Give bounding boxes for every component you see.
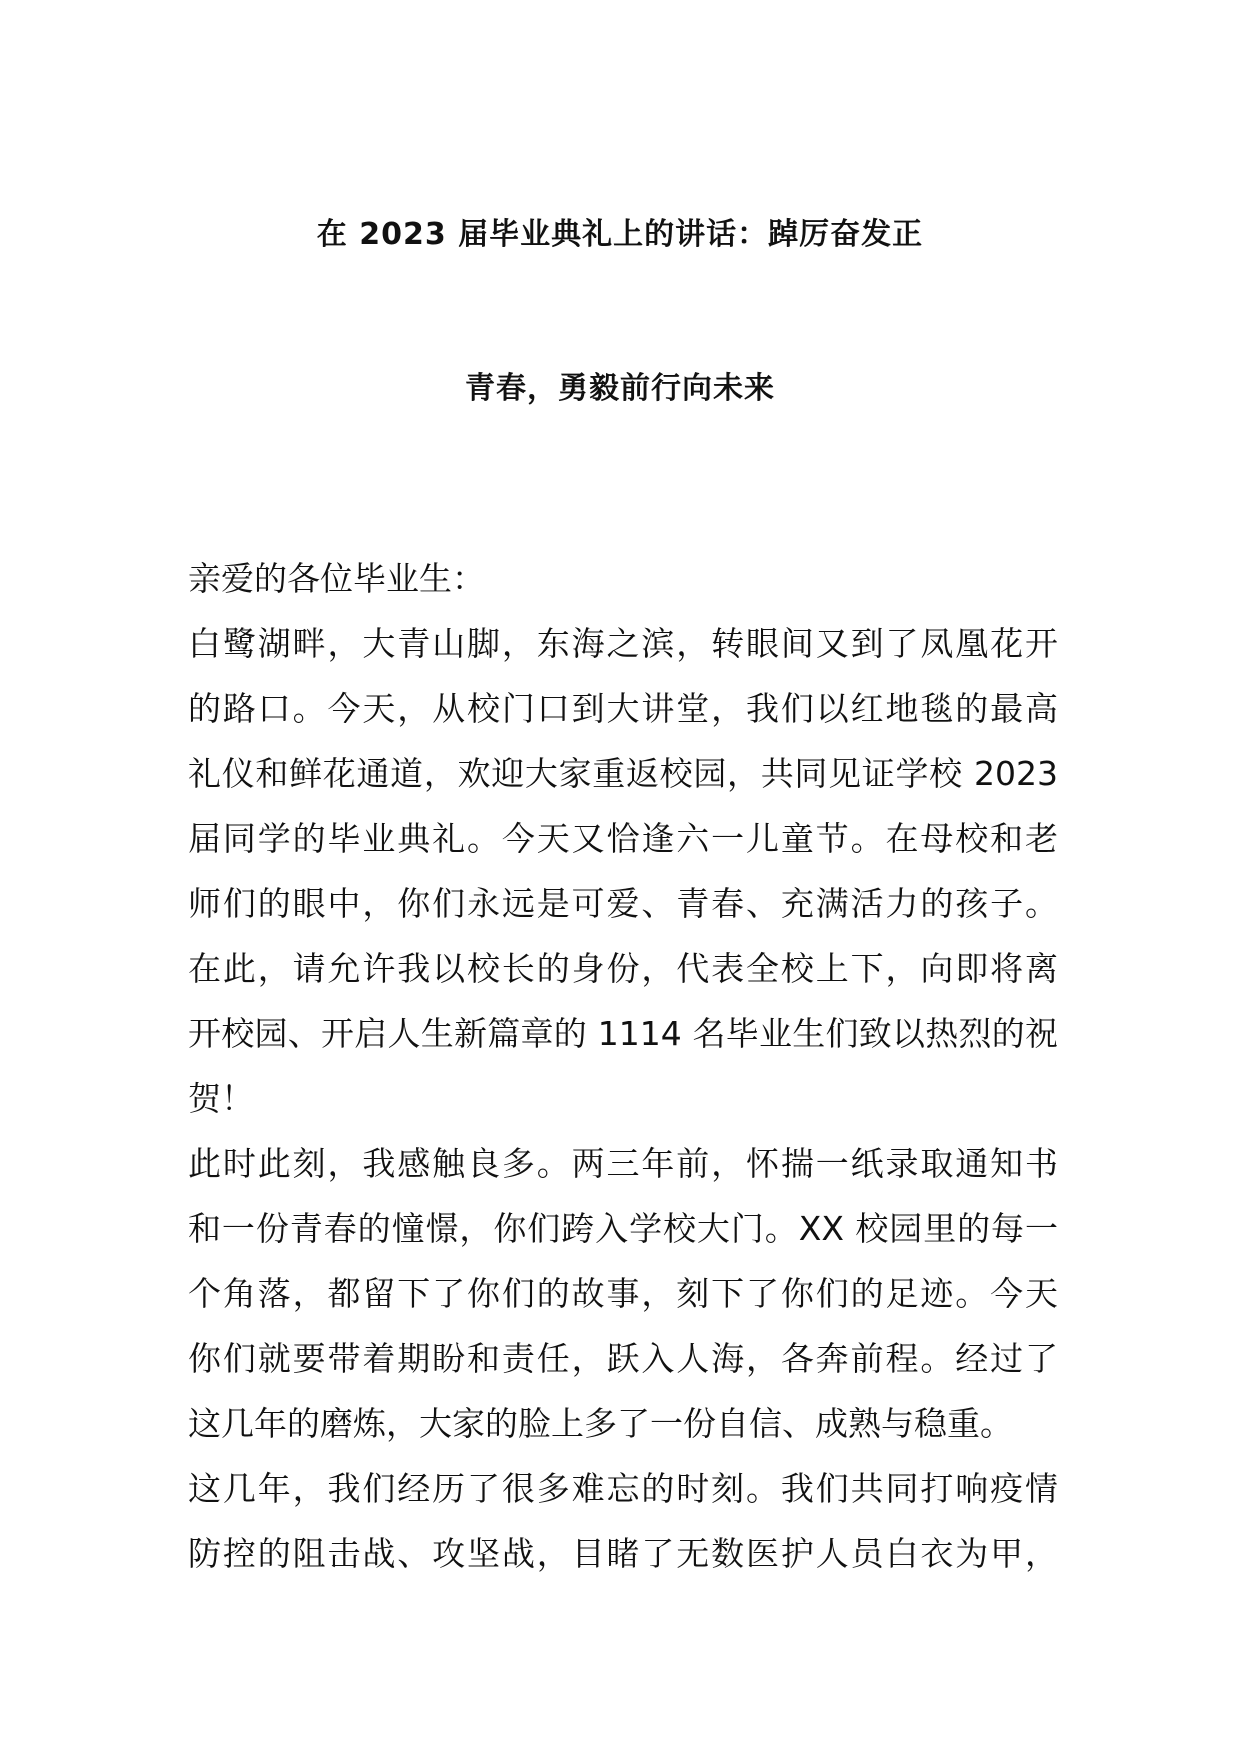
- body-line: 个角落，都留下了你们的故事，刻下了你们的足迹。今天: [188, 1274, 1058, 1313]
- body-line: 礼仪和鲜花通道，欢迎大家重返校园，共同见证学校 2023: [188, 754, 1058, 793]
- body-line: 此时此刻，我感触良多。两三年前，怀揣一纸录取通知书: [188, 1144, 1058, 1183]
- body-line: 你们就要带着期盼和责任，跃入人海，各奔前程。经过了: [188, 1339, 1058, 1378]
- body-line: 师们的眼中，你们永远是可爱、青春、充满活力的孩子。: [188, 884, 1058, 923]
- title-line-1: 在 2023 届毕业典礼上的讲话：踔厉奋发正: [316, 217, 924, 252]
- title-line-2: 青春，勇毅前行向未来: [465, 371, 775, 406]
- body-line: 届同学的毕业典礼。今天又恰逢六一儿童节。在母校和老: [188, 819, 1058, 858]
- body-line: 这几年的磨炼，大家的脸上多了一份自信、成熟与稳重。: [188, 1404, 1013, 1443]
- body-line: 亲爱的各位毕业生：: [188, 559, 485, 598]
- body-line: 和一份青春的憧憬，你们跨入学校大门。XX 校园里的每一: [188, 1209, 1058, 1248]
- speech-body: [188, 546, 1058, 1586]
- body-line: 开校园、开启人生新篇章的 1114 名毕业生们致以热烈的祝: [188, 1014, 1058, 1053]
- body-line: 白鹭湖畔，大青山脚，东海之滨，转眼间又到了凤凰花开: [188, 624, 1058, 663]
- body-line: 防控的阻击战、攻坚战，目睹了无数医护人员白衣为甲，: [188, 1534, 1058, 1573]
- body-line: 的路口。今天，从校门口到大讲堂，我们以红地毯的最高: [188, 689, 1058, 728]
- body-line: 这几年，我们经历了很多难忘的时刻。我们共同打响疫情: [188, 1469, 1058, 1508]
- body-line: 贺！: [188, 1079, 254, 1118]
- body-line: 在此，请允许我以校长的身份，代表全校上下，向即将离: [188, 949, 1058, 988]
